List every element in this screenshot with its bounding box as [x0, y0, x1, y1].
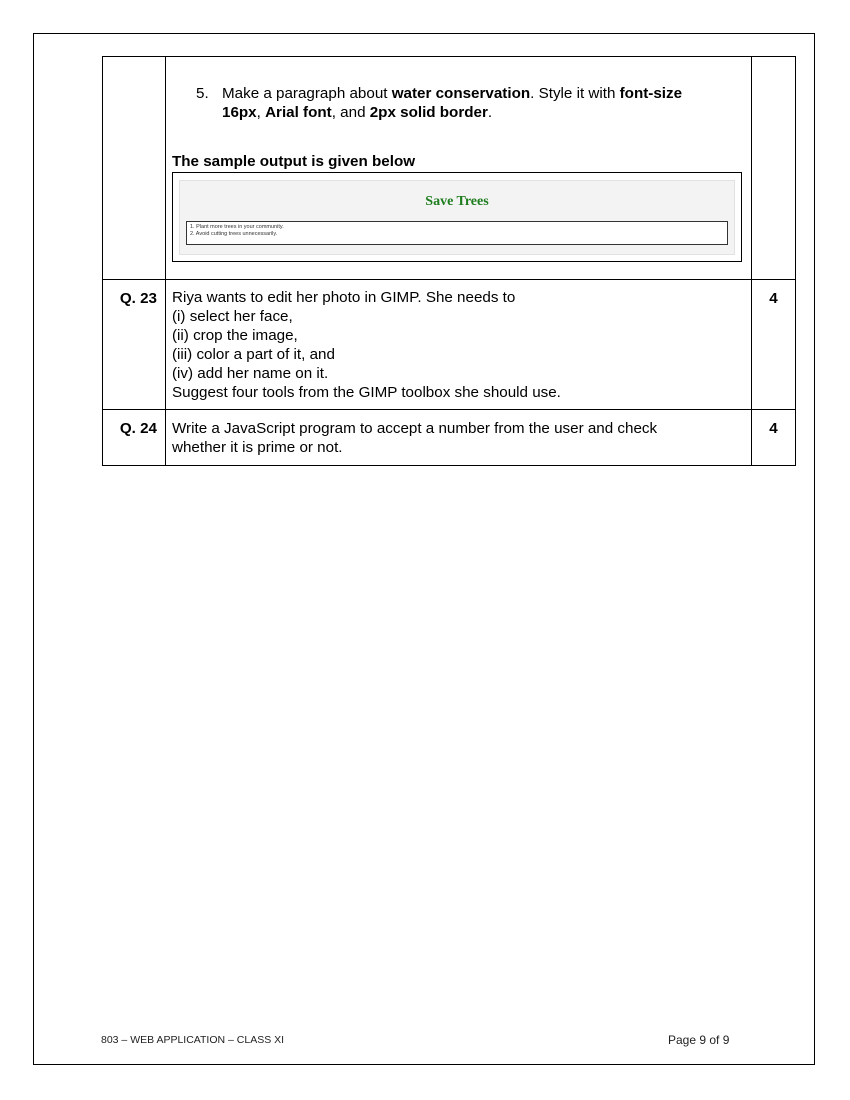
footer-course: 803 – WEB APPLICATION – CLASS XI: [101, 1034, 285, 1046]
question-text-cell: [166, 57, 752, 280]
item-number: 5.: [196, 85, 209, 102]
question-line: (iii) color a part of it, and: [172, 346, 335, 363]
question-text-cell: [166, 410, 752, 466]
marks-cell: [752, 57, 796, 280]
list-item: [196, 84, 711, 122]
question-line: Write a JavaScript program to accept a number from the user and check: [172, 420, 658, 437]
emphasis: 2px solid border: [369, 104, 488, 121]
question-text-cell: [166, 280, 752, 410]
footer-page-number: Page 9 of 9: [668, 1033, 730, 1047]
question-marks: 4: [752, 280, 796, 410]
question-line: whether it is prime or not.: [172, 439, 343, 456]
sample-title: Save Trees: [425, 194, 489, 209]
sample-line: 2. Avoid cutting trees unnecessarily.: [190, 231, 278, 237]
question-line: Suggest four tools from the GIMP toolbox she should use.: [172, 384, 561, 401]
sample-heading: The sample output is given below: [172, 153, 416, 170]
question-number: Q. 24: [103, 410, 166, 466]
sample-paragraph: [186, 221, 728, 245]
table-row: [103, 280, 796, 410]
table-row: [103, 57, 796, 280]
question-marks: 4: [752, 410, 796, 466]
emphasis: font-size 16px: [222, 85, 683, 121]
sample-line: 1. Plant more trees in your community.: [190, 224, 284, 230]
table-row: [103, 410, 796, 466]
item-text: Make a paragraph about water conservation. Style it with font-size 16px, Arial font, and 2px solid border.: [222, 85, 683, 121]
emphasis: water conservation: [391, 85, 531, 102]
question-table: [102, 56, 796, 466]
sample-output-canvas: [179, 180, 735, 255]
question-line: (iv) add her name on it.: [172, 365, 329, 382]
question-number-cell: [103, 57, 166, 280]
question-number: Q. 23: [103, 280, 166, 410]
question-line: (i) select her face,: [172, 308, 293, 325]
question-line: (ii) crop the image,: [172, 327, 298, 344]
question-line: Riya wants to edit her photo in GIMP. She needs to: [172, 289, 516, 306]
sample-output-image: [172, 172, 742, 262]
emphasis: Arial font: [265, 104, 332, 121]
